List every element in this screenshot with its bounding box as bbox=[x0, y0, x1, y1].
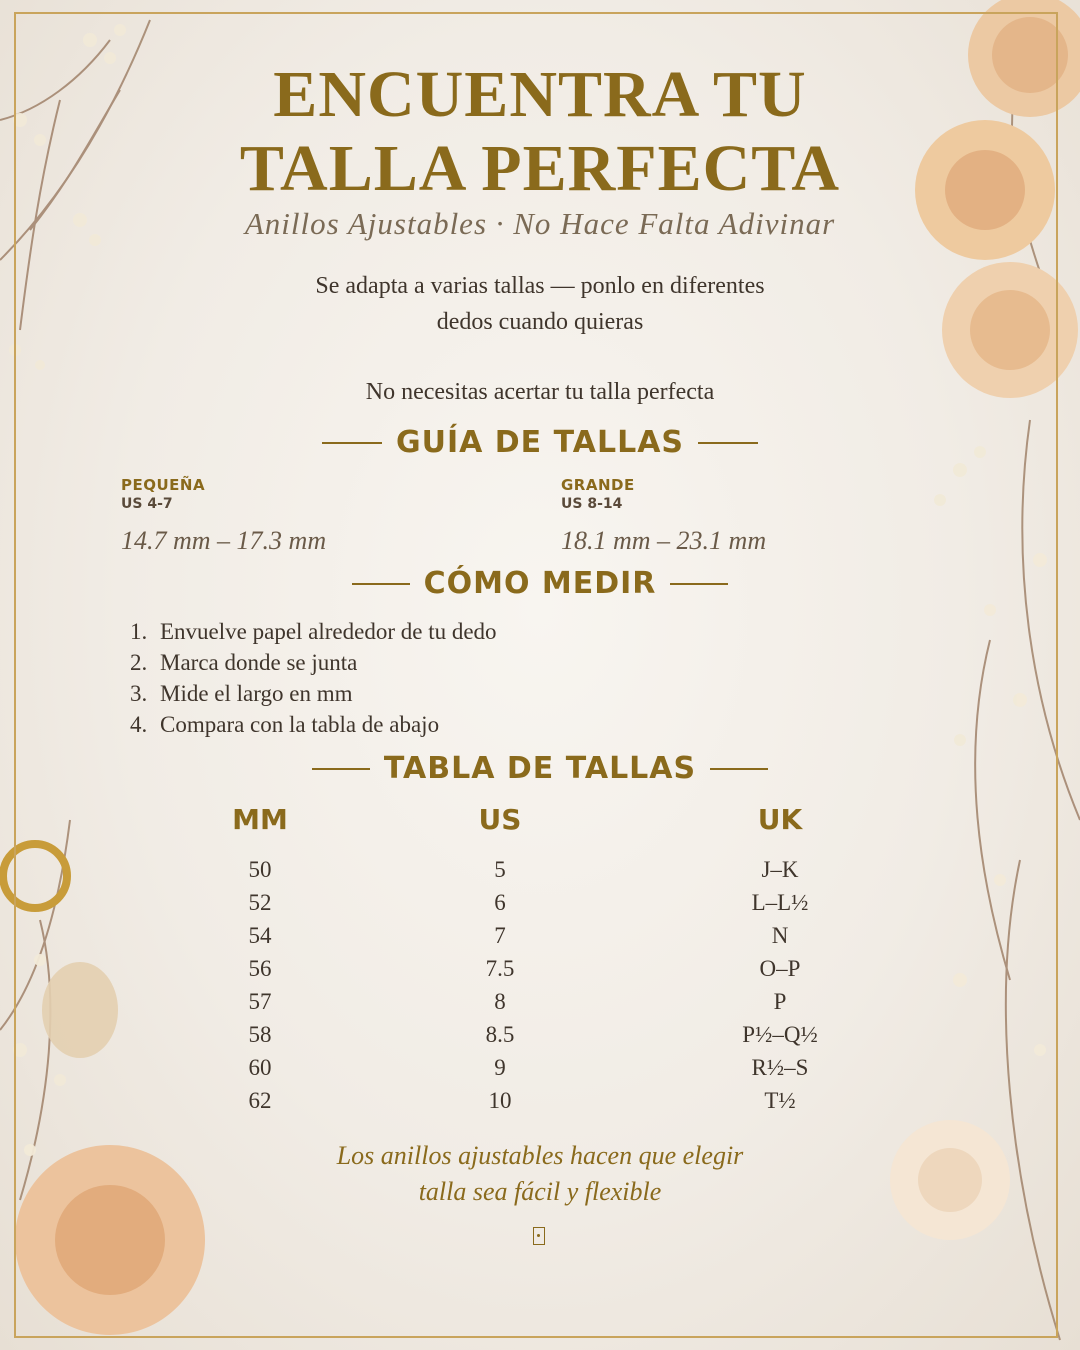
step-text: Compara con la tabla de abajo bbox=[160, 712, 440, 737]
heading-rule bbox=[670, 583, 728, 585]
size-large-range: US 8-14 bbox=[561, 496, 623, 512]
cell-uk: L–L½ bbox=[751, 890, 809, 915]
list-item bbox=[130, 647, 497, 678]
footer-line-1: Los anillos ajustables hacen que elegir bbox=[336, 1141, 744, 1170]
table-row bbox=[0, 853, 1080, 886]
cell-us: 7.5 bbox=[485, 956, 515, 981]
cell-us: 7 bbox=[494, 923, 506, 948]
table-row bbox=[0, 1084, 1080, 1117]
step-number: 2. bbox=[130, 650, 148, 675]
step-number: 1. bbox=[130, 619, 148, 644]
table-row bbox=[0, 1051, 1080, 1084]
cell-mm: 56 bbox=[248, 956, 272, 981]
cell-mm: 62 bbox=[248, 1088, 272, 1113]
cell-uk: N bbox=[771, 923, 789, 948]
size-large bbox=[561, 476, 766, 556]
step-number: 4. bbox=[130, 712, 148, 737]
list-item bbox=[130, 709, 497, 740]
column-header-uk: UK bbox=[757, 803, 803, 836]
subtitle: Anillos Ajustables · No Hace Falta Adivinar bbox=[244, 206, 836, 241]
intro-note: No necesitas acertar tu talla perfecta bbox=[365, 379, 715, 405]
heading-rule bbox=[322, 442, 382, 444]
list-item bbox=[130, 678, 497, 709]
measure-steps bbox=[130, 616, 497, 740]
size-small-name: PEQUEÑA bbox=[121, 476, 206, 494]
heading-rule bbox=[698, 442, 758, 444]
step-text: Mide el largo en mm bbox=[160, 681, 353, 706]
size-small-mm: 14.7 mm – 17.3 mm bbox=[121, 526, 327, 555]
cell-uk: T½ bbox=[764, 1088, 796, 1113]
size-guide-heading bbox=[0, 425, 1080, 460]
cell-mm: 54 bbox=[248, 923, 272, 948]
footer-line-2: talla sea fácil y flexible bbox=[418, 1177, 662, 1206]
cell-us: 6 bbox=[494, 890, 506, 915]
cell-mm: 60 bbox=[248, 1055, 272, 1080]
table-row bbox=[0, 952, 1080, 985]
phone-icon bbox=[533, 1227, 545, 1245]
cell-us: 8 bbox=[494, 989, 506, 1014]
cell-us: 8.5 bbox=[485, 1022, 515, 1047]
title-line-1: ENCUENTRA TU bbox=[273, 58, 807, 131]
step-text: Marca donde se junta bbox=[160, 650, 358, 675]
size-small bbox=[121, 476, 326, 556]
heading-rule bbox=[352, 583, 410, 585]
list-item bbox=[130, 616, 497, 647]
how-to-measure-heading bbox=[0, 566, 1080, 601]
size-guide-title: GUÍA DE TALLAS bbox=[395, 425, 685, 460]
step-number: 3. bbox=[130, 681, 148, 706]
intro-line-1: Se adapta a varias tallas — ponlo en diferentes bbox=[315, 273, 765, 299]
cell-uk: P½–Q½ bbox=[742, 1022, 818, 1047]
cell-us: 10 bbox=[488, 1088, 512, 1113]
size-table-heading bbox=[0, 751, 1080, 786]
intro-line-2: dedos cuando quieras bbox=[436, 309, 644, 335]
size-table bbox=[0, 853, 1080, 1117]
cell-mm: 57 bbox=[248, 989, 272, 1014]
cell-uk: R½–S bbox=[751, 1055, 809, 1080]
title-line-2: TALLA PERFECTA bbox=[239, 132, 841, 205]
cell-uk: P bbox=[773, 989, 787, 1014]
cell-uk: O–P bbox=[759, 956, 801, 981]
column-header-us: US bbox=[478, 803, 522, 836]
table-row bbox=[0, 1018, 1080, 1051]
cell-us: 5 bbox=[494, 857, 506, 882]
size-table-title: TABLA DE TALLAS bbox=[383, 751, 697, 786]
cell-us: 9 bbox=[494, 1055, 506, 1080]
heading-rule bbox=[312, 768, 370, 770]
cell-mm: 50 bbox=[248, 857, 272, 882]
size-large-name: GRANDE bbox=[561, 476, 635, 494]
table-row bbox=[0, 886, 1080, 919]
size-small-range: US 4-7 bbox=[121, 496, 173, 512]
how-to-measure-title: CÓMO MEDIR bbox=[423, 566, 657, 601]
footer-note bbox=[290, 1138, 790, 1210]
cell-mm: 58 bbox=[248, 1022, 272, 1047]
cell-uk: J–K bbox=[761, 857, 799, 882]
column-header-mm: MM bbox=[232, 803, 288, 836]
cell-mm: 52 bbox=[248, 890, 272, 915]
table-row bbox=[0, 985, 1080, 1018]
page-title bbox=[0, 58, 1080, 206]
heading-rule bbox=[710, 768, 768, 770]
size-large-mm: 18.1 mm – 23.1 mm bbox=[561, 526, 767, 555]
intro-text bbox=[280, 268, 800, 340]
step-text: Envuelve papel alrededor de tu dedo bbox=[160, 619, 497, 644]
table-row bbox=[0, 919, 1080, 952]
